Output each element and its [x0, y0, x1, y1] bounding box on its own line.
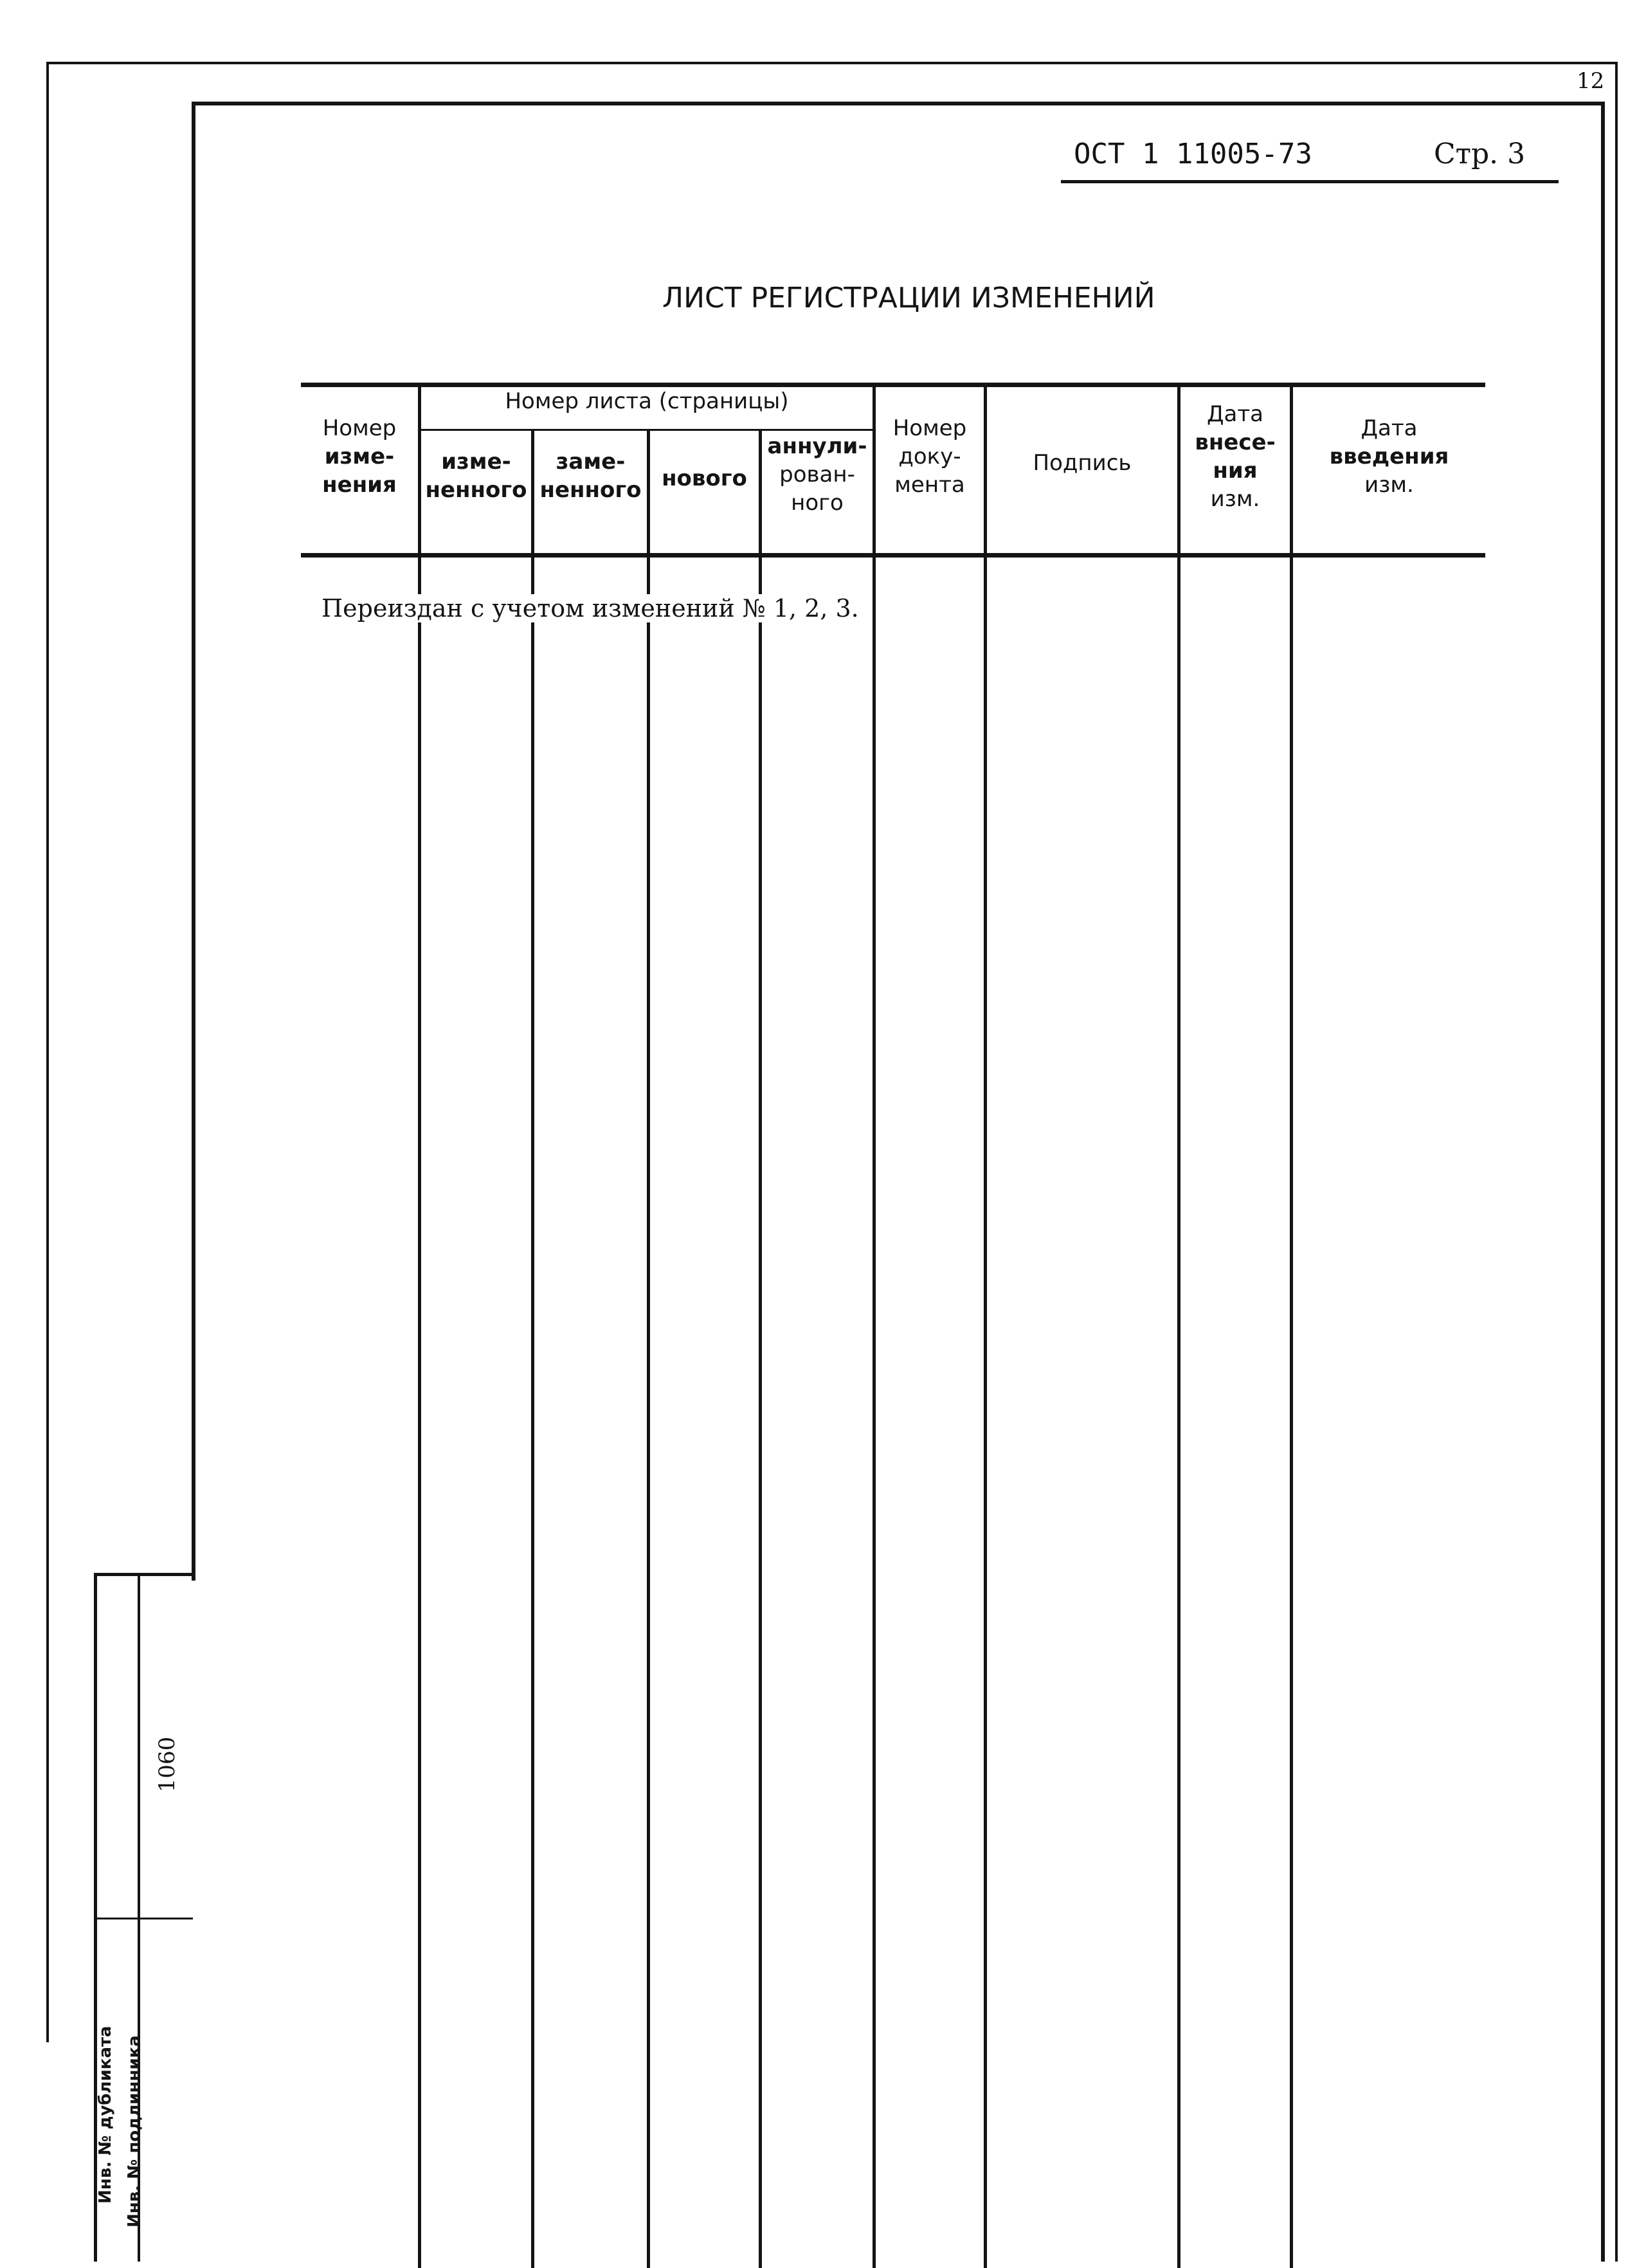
header-annulled: аннули- рован- ного	[767, 433, 867, 516]
column-divider-5	[873, 385, 876, 2268]
header-sheet-number-group: Номер листа (страницы)	[505, 388, 789, 414]
header-signature: Подпись	[1033, 450, 1132, 476]
column-divider-4	[759, 430, 762, 2268]
page-title: ЛИСТ РЕГИСТРАЦИИ ИЗМЕНЕНИЙ	[662, 282, 1155, 314]
outer-frame-left	[46, 62, 49, 2042]
outer-frame-right	[1615, 62, 1618, 2262]
stamp-divider-rule	[95, 1918, 193, 1919]
column-divider-1	[418, 385, 421, 2268]
page-frame-left	[192, 102, 195, 1581]
column-divider-8	[1290, 385, 1293, 2268]
header-date-entered: Дата внесе- ния изм.	[1195, 401, 1276, 512]
header-changed: изме- ненного	[425, 449, 527, 503]
reissue-note: Переиздан с учетом изменений № 1, 2, 3.	[321, 594, 862, 622]
sheet-number: 12	[1577, 68, 1605, 94]
column-divider-7	[1177, 385, 1180, 2268]
original-inventory-value: 1060	[154, 1736, 180, 1793]
original-inventory-label: Инв. № подлинника	[125, 2035, 144, 2227]
header-bottom-rule	[301, 553, 1485, 558]
page-label: Стр. 3	[1434, 138, 1526, 170]
header-document-number: Номер доку- мента	[892, 415, 967, 498]
header-change-number: Номер изме- нения	[322, 415, 397, 498]
document-code: ОСТ 1 11005-73	[1074, 138, 1312, 170]
column-divider-2	[531, 430, 534, 2268]
duplicate-inventory-label: Инв. № дубликата	[96, 2026, 115, 2204]
outer-frame-top	[46, 62, 1618, 64]
header-replaced: заме- ненного	[539, 449, 642, 503]
header-date-effective: Дата введения изм.	[1329, 415, 1449, 498]
column-divider-3	[647, 430, 650, 2268]
page-frame-top	[193, 102, 1605, 105]
header-new: нового	[662, 466, 747, 491]
page-frame-right	[1601, 102, 1605, 2262]
header-underline	[1061, 180, 1559, 183]
column-divider-6	[984, 385, 987, 2268]
stamp-top-rule	[95, 1573, 193, 1576]
table-top-rule	[301, 383, 1485, 387]
